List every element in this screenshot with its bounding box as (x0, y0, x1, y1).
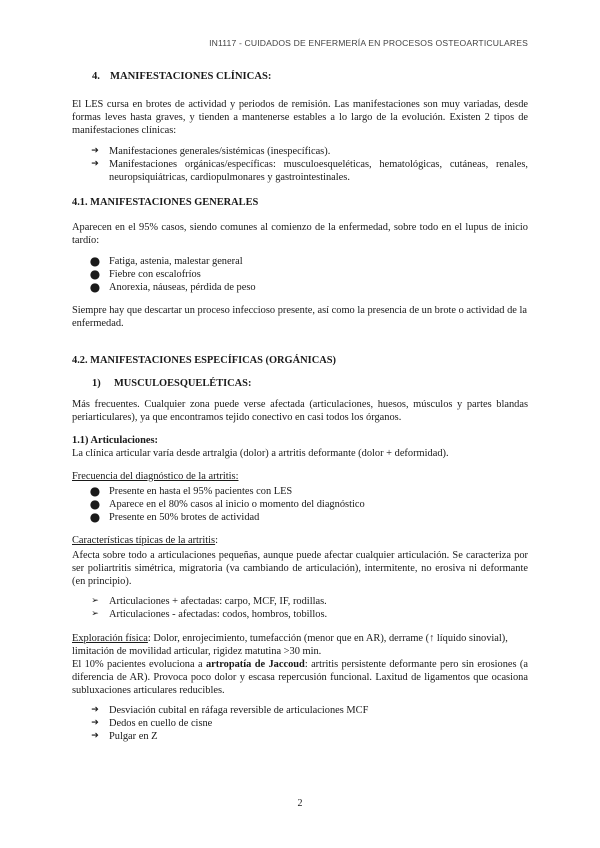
frequency-list (72, 485, 528, 524)
list-item: ● Fiebre con escalofríos (89, 267, 201, 281)
running-header: IN1117 - CUIDADOS DE ENFERMERÍA EN PROCESOS OSTEOARTICULARES (209, 38, 528, 48)
dot-bullet-icon: ● (89, 497, 101, 511)
section-4-1-note: Siempre hay que descartar un proceso infeccioso presente, así como la presencia de un brote o actividad de la enfermedad. (72, 305, 527, 329)
joints-intro: La clínica articular varía desde artralgia (dolor) a artritis deformante (dolor + deformidad). (72, 448, 449, 459)
section-4-2-heading: 4.2. MANIFESTACIONES ESPECÍFICAS (ORGÁNICAS) (72, 355, 336, 366)
chevron-bullet-icon: ➢ (91, 609, 99, 619)
physical-exam-text: Exploración física: Dolor, enrojecimiento, tumefacción (menor que en AR), derrame (↑ líquido sinovial), limitación de movilidad articular, rigidez matutina >30 min. (72, 633, 508, 657)
dot-bullet-icon: ● (89, 280, 101, 294)
section-number: 4. (92, 71, 100, 82)
characteristics-heading: Características típicas de la artritis: (72, 535, 218, 546)
list-item: ➢ Articulaciones + afectadas: carpo, MCF, IF, rodillas. (72, 595, 528, 608)
dot-bullet-icon: ● (89, 484, 101, 498)
jaccoud-deformities-list (72, 704, 528, 743)
arrow-bullet-icon: ➔ (91, 159, 99, 169)
general-manifestations-list (72, 255, 528, 294)
musculoskeletal-heading: 1) MUSCULOESQUELÉTICAS: (92, 378, 252, 389)
arrow-bullet-icon: ➔ (91, 718, 99, 728)
list-item: ➔ Dedos en cuello de cisne (72, 717, 528, 730)
chevron-bullet-icon: ➢ (91, 596, 99, 606)
dot-bullet-icon: ● (89, 254, 101, 268)
list-item: ● Presente en 50% brotes de actividad (89, 510, 260, 524)
list-item: ● Presente en hasta el 95% pacientes con LES (89, 484, 293, 498)
list-item: ➢ Articulaciones - afectadas: codos, hombros, tobillos. (72, 608, 528, 621)
section-4-heading (92, 70, 528, 83)
arrow-bullet-icon: ➔ (91, 705, 99, 715)
section-4-1-intro: Aparecen en el 95% casos, siendo comunes al comienzo de la enfermedad, sobre todo en el lupus de inicio tardío: (72, 222, 528, 246)
section-4-1-heading: 4.1. MANIFESTACIONES GENERALES (72, 197, 259, 208)
affected-joints-list (72, 595, 528, 621)
musculoskeletal-intro: Más frecuentes. Cualquier zona puede verse afectada (articulaciones, huesos, músculos y partes blandas periarticulares), ya que encontramos tejido conectivo en casi todos los órganos. (72, 399, 528, 423)
list-item: ➔ Desviación cubital en ráfaga reversible de articulaciones MCF (72, 704, 528, 717)
list-item: ➔ Manifestaciones generales/sistémicas (inespecíficas). (72, 145, 528, 158)
list-item: ● Aparece en el 80% casos al inicio o momento del diagnóstico (89, 497, 365, 511)
list-item: ● Fatiga, astenia, malestar general (89, 254, 243, 268)
dot-bullet-icon: ● (89, 510, 101, 524)
page-content (72, 70, 528, 754)
list-item: ● Anorexia, náuseas, pérdida de peso (89, 280, 256, 294)
frequency-heading: Frecuencia del diagnóstico de la artritis: (72, 471, 239, 482)
joints-heading: 1.1) Articulaciones: (72, 435, 158, 446)
list-item: ➔ Pulgar en Z (72, 730, 528, 743)
dot-bullet-icon: ● (89, 267, 101, 281)
section-4-intro: El LES cursa en brotes de actividad y periodos de remisión. Las manifestaciones son muy variadas, desde formas leves hasta graves, y tienden a mantenerse estables a lo largo de la evolución. Existen 2 tipos de manifestaciones clínicas: (72, 99, 528, 136)
section-title: MANIFESTACIONES CLÍNICAS: (110, 71, 272, 82)
manifestation-types-list (72, 145, 528, 184)
page-number: 2 (297, 798, 303, 809)
arrow-bullet-icon: ➔ (91, 731, 99, 741)
jaccoud-text: El 10% pacientes evoluciona a artropatía de Jaccoud: artritis persistente deformante pero sin erosiones (a diferencia de AR). Provoca poco dolor y escasa repercusión funcional. Laxitud de ligamentos que ocasiona subluxaciones articulares reducibles. (72, 659, 529, 696)
arrow-bullet-icon: ➔ (91, 146, 99, 156)
characteristics-text: Afecta sobre todo a articulaciones pequeñas, aunque puede afectar cualquier articulación. Se caracteriza por ser poliartritis simétrica, migratoria (va cambiando de articulación), intermitente, no erosiva ni deformante (en principio). (72, 550, 528, 587)
list-item: ➔ Manifestaciones orgánicas/específicas: musculoesqueléticas, hematológicas, cutáneas, renales, neuropsiquiátricas, cardiopulmonares y gastrointestinales. (72, 158, 528, 184)
